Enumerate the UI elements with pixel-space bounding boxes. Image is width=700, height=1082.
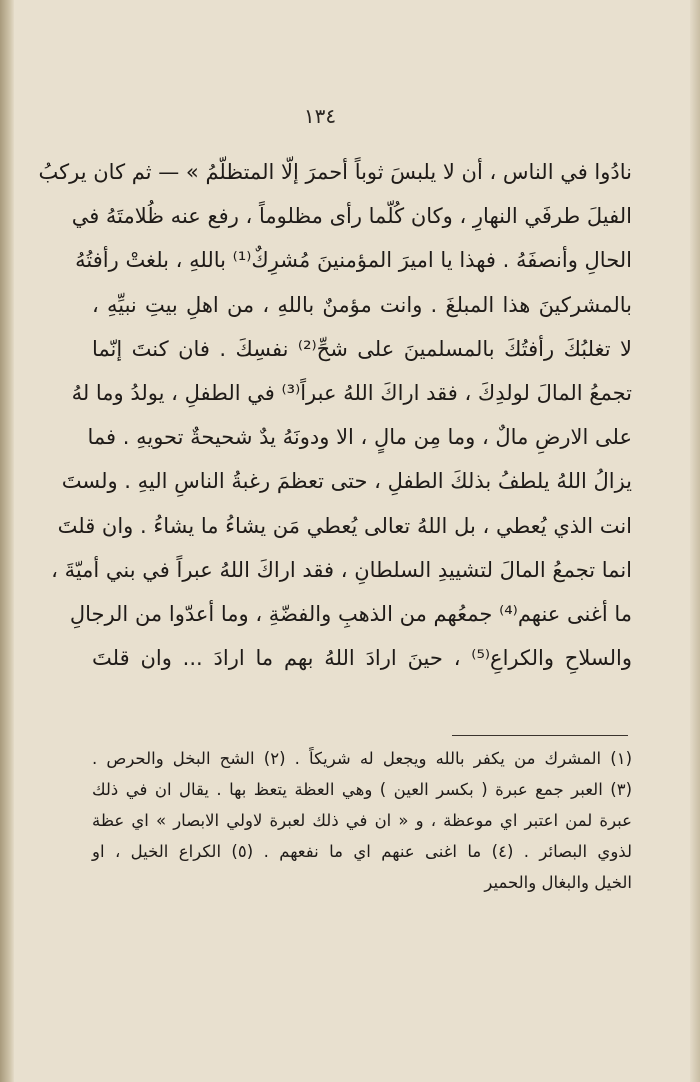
footnote-line: لذوي البصائر . (٤) ما اغنى عنهم اي ما نفعهم . (٥) الكراع الخيل ، او [92,842,632,861]
text-line: ما أغنى عنهم⁽⁴⁾ جمعُهم من الذهبِ والفضّةِ ، وما أعدّوا من الرجالِ [69,601,632,626]
footnote-line: (١) المشرك من يكفر بالله ويجعل له شريكاً . (٢) الشح البخل والحرص . [92,749,632,768]
page-gutter-shadow [0,0,14,1082]
page-edge [690,0,700,1082]
text-line: لا تغلبُكَ رأفتُكَ بالمسلمينَ على شحِّ⁽²⁾ نفسِكَ . فان كنتَ إنّما [92,336,632,361]
footnote-line: عبرة لمن اعتبر اي موعظة ، و « ان في ذلك لعبرة لاولي الابصار » اي عظة [92,811,632,830]
page-number: ١٣٤ [303,104,337,128]
footnotes [92,743,632,898]
text-line: والسلاحِ والكراعِ⁽⁵⁾ ، حينَ ارادَ اللهُ بهم ما ارادَ ... وان قلتَ [92,646,632,671]
text-line: يزالُ اللهُ يلطفُ بذلكَ الطفلِ ، حتى تعظمَ رغبةُ الناسِ اليهِ . ولستَ [61,469,632,494]
text-line: بالمشركينَ هذا المبلغَ . وانت مؤمنٌ باللهِ ، من اهلِ بيتِ نبيِّهِ ، [92,292,632,317]
footnote-line: الخيل والبغال والحمير [484,873,632,892]
text-line: الحالِ وأنصفَهُ . فهذا يا اميرَ المؤمنينَ مُشرِكٌ⁽¹⁾ باللهِ ، بلغتْ رأفتُهُ [75,248,632,273]
footnote-line: (٣) العبر جمع عبرة ( بكسر العين ) وهي العظة يتعظ بها . يقال ان في ذلك [92,780,632,799]
text-line: الفيلَ طرفَي النهارِ ، وكان كُلّما رأى مظلوماً ، رفع عنه ظُلامتَهُ في [71,204,632,229]
text-line: نادُوا في الناس ، أن لا يلبسَ ثوباً أحمرَ إلّا المتظلّمُ » — ثم كان يركبُ [38,160,632,184]
text-line: تجمعُ المالَ لولدِكَ ، فقد اراكَ اللهُ عبراً⁽³⁾ في الطفلِ ، يولدُ وما لهُ [71,380,632,405]
text-line: انت الذي يُعطي ، بل اللهُ تعالى يُعطي مَن يشاءُ ما يشاءُ . وان قلتَ [57,513,632,538]
text-line: انما تجمعُ المالَ لتشييدِ السلطانِ ، فقد اراكَ اللهُ عبراً في بني أميّةَ ، [51,557,632,582]
footnote-divider [452,735,628,736]
text-line: على الارضِ مالٌ ، وما مِن مالٍ ، الا ودونَهُ يدٌ شحيحةٌ تحويهِ . فما [87,425,632,450]
main-text [38,150,632,680]
